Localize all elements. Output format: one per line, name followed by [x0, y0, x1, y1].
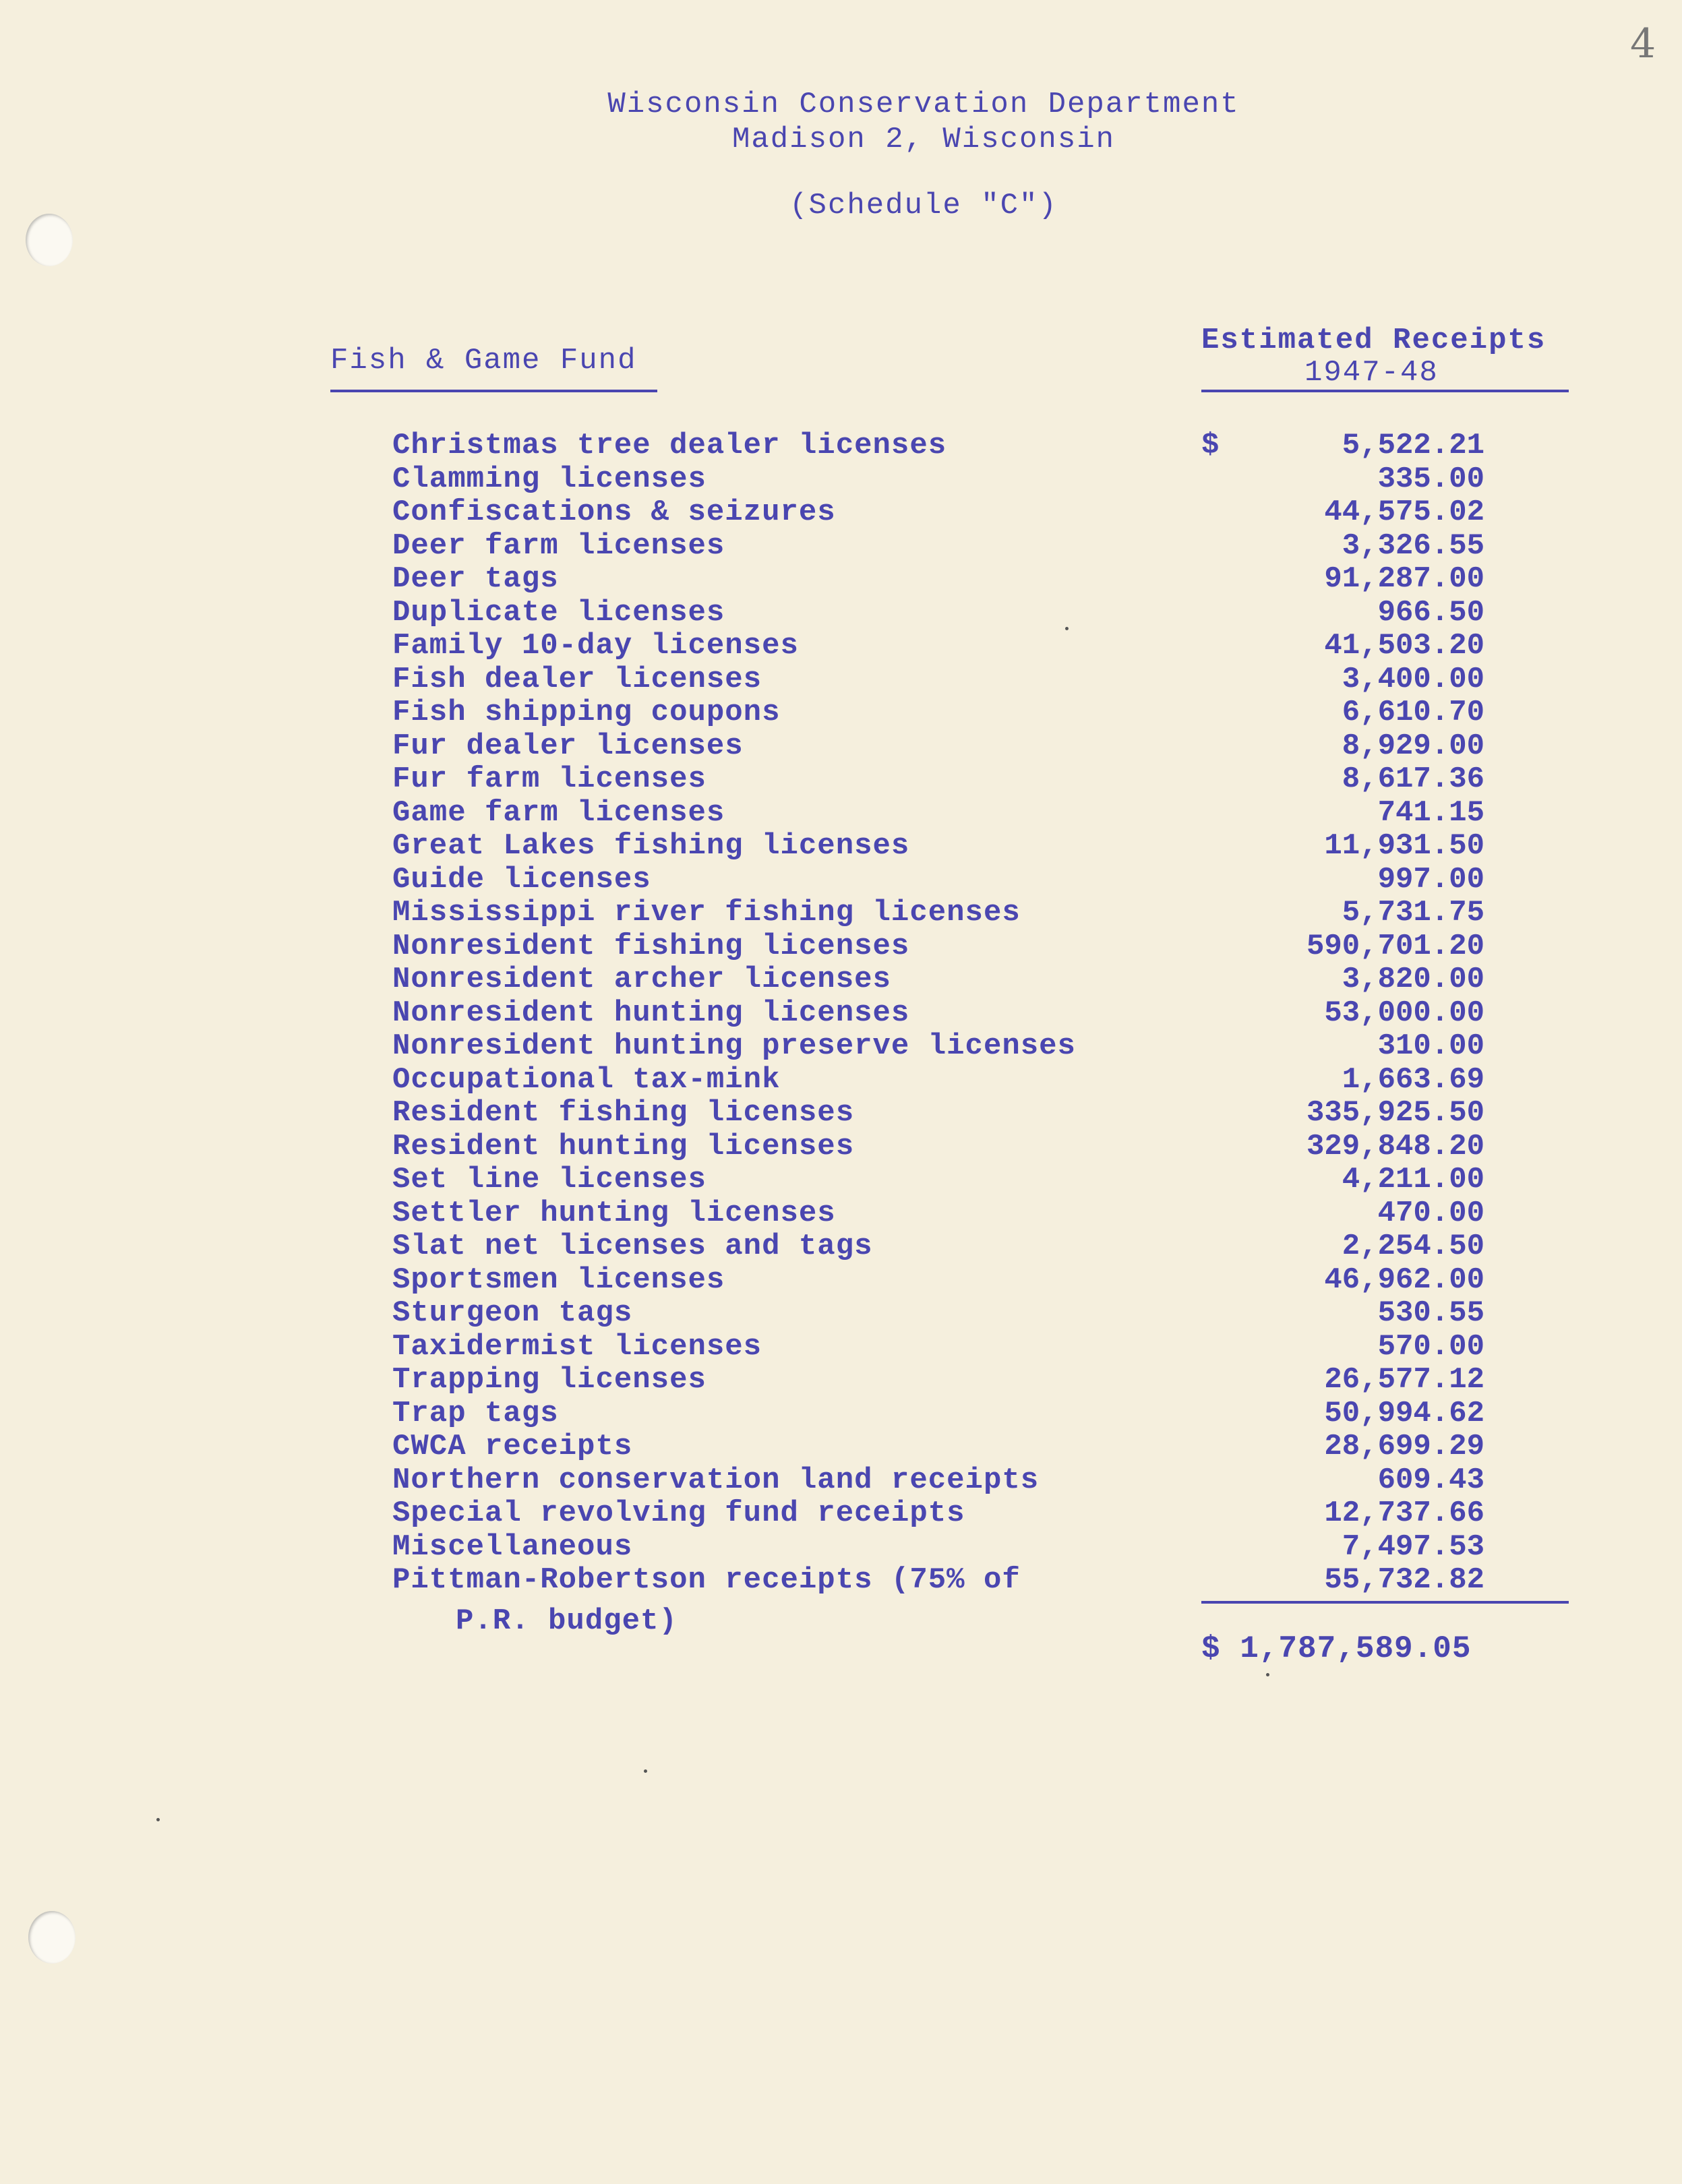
list-item [392, 1197, 1552, 1231]
item-amount: 470.00 [1377, 1196, 1484, 1230]
list-item [392, 1163, 1552, 1197]
list-item [392, 496, 1552, 530]
ink-speck [156, 1818, 160, 1821]
item-label: Resident hunting licenses [392, 1129, 855, 1163]
list-item [392, 597, 1552, 630]
item-label: Clamming licenses [392, 462, 707, 496]
item-amount: 50,994.62 [1324, 1396, 1484, 1430]
list-item [392, 1464, 1552, 1498]
list-item [392, 1497, 1552, 1531]
item-amount: 335,925.50 [1306, 1096, 1484, 1130]
item-amount: 609.43 [1377, 1463, 1484, 1497]
item-amount: 530.55 [1377, 1296, 1484, 1330]
list-item [392, 663, 1552, 697]
item-label: Confiscations & seizures [392, 495, 836, 529]
item-amount: 310.00 [1377, 1029, 1484, 1063]
ink-speck [1065, 627, 1069, 630]
list-item [392, 1264, 1552, 1298]
item-amount: 26,577.12 [1324, 1363, 1484, 1397]
ink-speck [1266, 1673, 1269, 1676]
item-amount: 44,575.02 [1324, 495, 1484, 529]
list-item [392, 763, 1552, 797]
list-item [392, 696, 1552, 730]
item-label: Duplicate licenses [392, 595, 725, 630]
item-amount: 8,929.00 [1342, 729, 1484, 763]
list-item [392, 997, 1552, 1031]
item-label: Guide licenses [392, 862, 651, 897]
item-label: Family 10-day licenses [392, 629, 799, 663]
list-item [392, 1130, 1552, 1164]
list-item [392, 1531, 1552, 1565]
list-item [392, 1230, 1552, 1264]
item-label: Northern conservation land receipts [392, 1463, 1040, 1497]
receipts-list [392, 429, 1552, 1598]
item-amount: 55,732.82 [1324, 1563, 1484, 1597]
item-label: Christmas tree dealer licenses [392, 429, 947, 462]
list-item [392, 429, 1552, 463]
item-label: Nonresident hunting preserve licenses [392, 1029, 1076, 1063]
item-amount: 5,731.75 [1342, 896, 1484, 930]
fund-title: Fish & Game Fund [330, 344, 637, 377]
item-amount: 11,931.50 [1324, 829, 1484, 863]
item-amount: 335.00 [1377, 462, 1484, 496]
item-amount: 6,610.70 [1342, 696, 1484, 729]
item-label: Fish shipping coupons [392, 696, 781, 729]
item-amount: 41,503.20 [1324, 629, 1484, 663]
item-amount: 741.15 [1377, 795, 1484, 830]
list-item [392, 863, 1552, 897]
item-label: Deer farm licenses [392, 528, 725, 563]
item-amount: 53,000.00 [1324, 996, 1484, 1030]
list-item [392, 630, 1552, 663]
item-label: Resident fishing licenses [392, 1096, 855, 1130]
item-label: Mississippi river fishing licenses [392, 896, 1021, 930]
item-label: Occupational tax-mink [392, 1062, 781, 1097]
currency-symbol: $ [1201, 429, 1220, 462]
item-label: Slat net licenses and tags [392, 1230, 873, 1263]
item-label: CWCA receipts [392, 1430, 633, 1463]
item-label: Trapping licenses [392, 1363, 707, 1397]
page-number: 4 [1630, 20, 1656, 67]
list-item [392, 463, 1552, 497]
department-name: Wisconsin Conservation Department [607, 88, 1240, 121]
item-label: Miscellaneous [392, 1529, 633, 1564]
department-address: Madison 2, Wisconsin [731, 123, 1116, 156]
list-item [392, 1064, 1552, 1097]
list-item [392, 897, 1552, 930]
list-item [392, 1097, 1552, 1130]
item-label: Nonresident fishing licenses [392, 929, 910, 963]
item-amount: 28,699.29 [1324, 1430, 1484, 1463]
item-amount: 3,326.55 [1342, 528, 1484, 563]
item-amount: 2,254.50 [1342, 1230, 1484, 1263]
item-label: Great Lakes fishing licenses [392, 829, 910, 863]
item-label: Nonresident archer licenses [392, 963, 891, 996]
item-amount: 7,497.53 [1342, 1529, 1484, 1564]
item-amount: 590,701.20 [1306, 929, 1484, 963]
item-amount: 8,617.36 [1342, 762, 1484, 796]
item-amount: 3,400.00 [1342, 662, 1484, 696]
list-item [392, 1331, 1552, 1364]
binder-hole-bottom [28, 1911, 76, 1964]
list-item [392, 1297, 1552, 1331]
item-label: Sportsmen licenses [392, 1263, 725, 1297]
column-header-year: 1947-48 [1304, 356, 1439, 390]
item-label: Sturgeon tags [392, 1296, 633, 1330]
item-amount: 3,820.00 [1342, 963, 1484, 996]
schedule-label: (Schedule "C") [789, 189, 1058, 222]
list-item [392, 563, 1552, 597]
list-item [392, 530, 1552, 564]
item-label: Taxidermist licenses [392, 1329, 762, 1364]
item-amount: 997.00 [1377, 862, 1484, 897]
list-item [392, 797, 1552, 830]
list-item [392, 830, 1552, 863]
column-header-underline [1201, 390, 1569, 392]
item-label: Nonresident hunting licenses [392, 996, 910, 1030]
list-item [392, 1397, 1552, 1431]
item-amount: 5,522.21 [1342, 429, 1484, 462]
item-label: Special revolving fund receipts [392, 1496, 965, 1530]
total-rule [1201, 1601, 1569, 1604]
item-amount: 570.00 [1377, 1329, 1484, 1364]
item-amount: 12,737.66 [1324, 1496, 1484, 1530]
item-label: Settler hunting licenses [392, 1196, 836, 1230]
item-amount: 4,211.00 [1342, 1163, 1484, 1196]
item-label: Set line licenses [392, 1163, 707, 1196]
item-label: Fish dealer licenses [392, 662, 762, 696]
list-item [392, 1564, 1552, 1598]
item-label: Fur farm licenses [392, 762, 707, 796]
item-amount: 91,287.00 [1324, 562, 1484, 596]
item-label: Pittman-Robertson receipts (75% of [392, 1563, 1021, 1597]
list-item [392, 1430, 1552, 1464]
column-header-title: Estimated Receipts [1201, 324, 1546, 357]
grand-total: $ 1,787,589.05 [1201, 1631, 1472, 1666]
item-label: Trap tags [392, 1396, 559, 1430]
list-item [392, 1364, 1552, 1397]
item-amount: 329,848.20 [1306, 1129, 1484, 1163]
list-item [392, 930, 1552, 964]
item-amount: 966.50 [1377, 595, 1484, 630]
fund-title-underline [330, 390, 657, 392]
item-amount: 46,962.00 [1324, 1263, 1484, 1297]
list-item [392, 963, 1552, 997]
item-label: Game farm licenses [392, 795, 725, 830]
list-item [392, 730, 1552, 764]
ink-speck [644, 1769, 647, 1773]
list-item [392, 1030, 1552, 1064]
last-item-continuation: P.R. budget) [456, 1604, 678, 1638]
item-amount: 1,663.69 [1342, 1062, 1484, 1097]
item-label: Fur dealer licenses [392, 729, 744, 763]
item-label: Deer tags [392, 562, 559, 596]
